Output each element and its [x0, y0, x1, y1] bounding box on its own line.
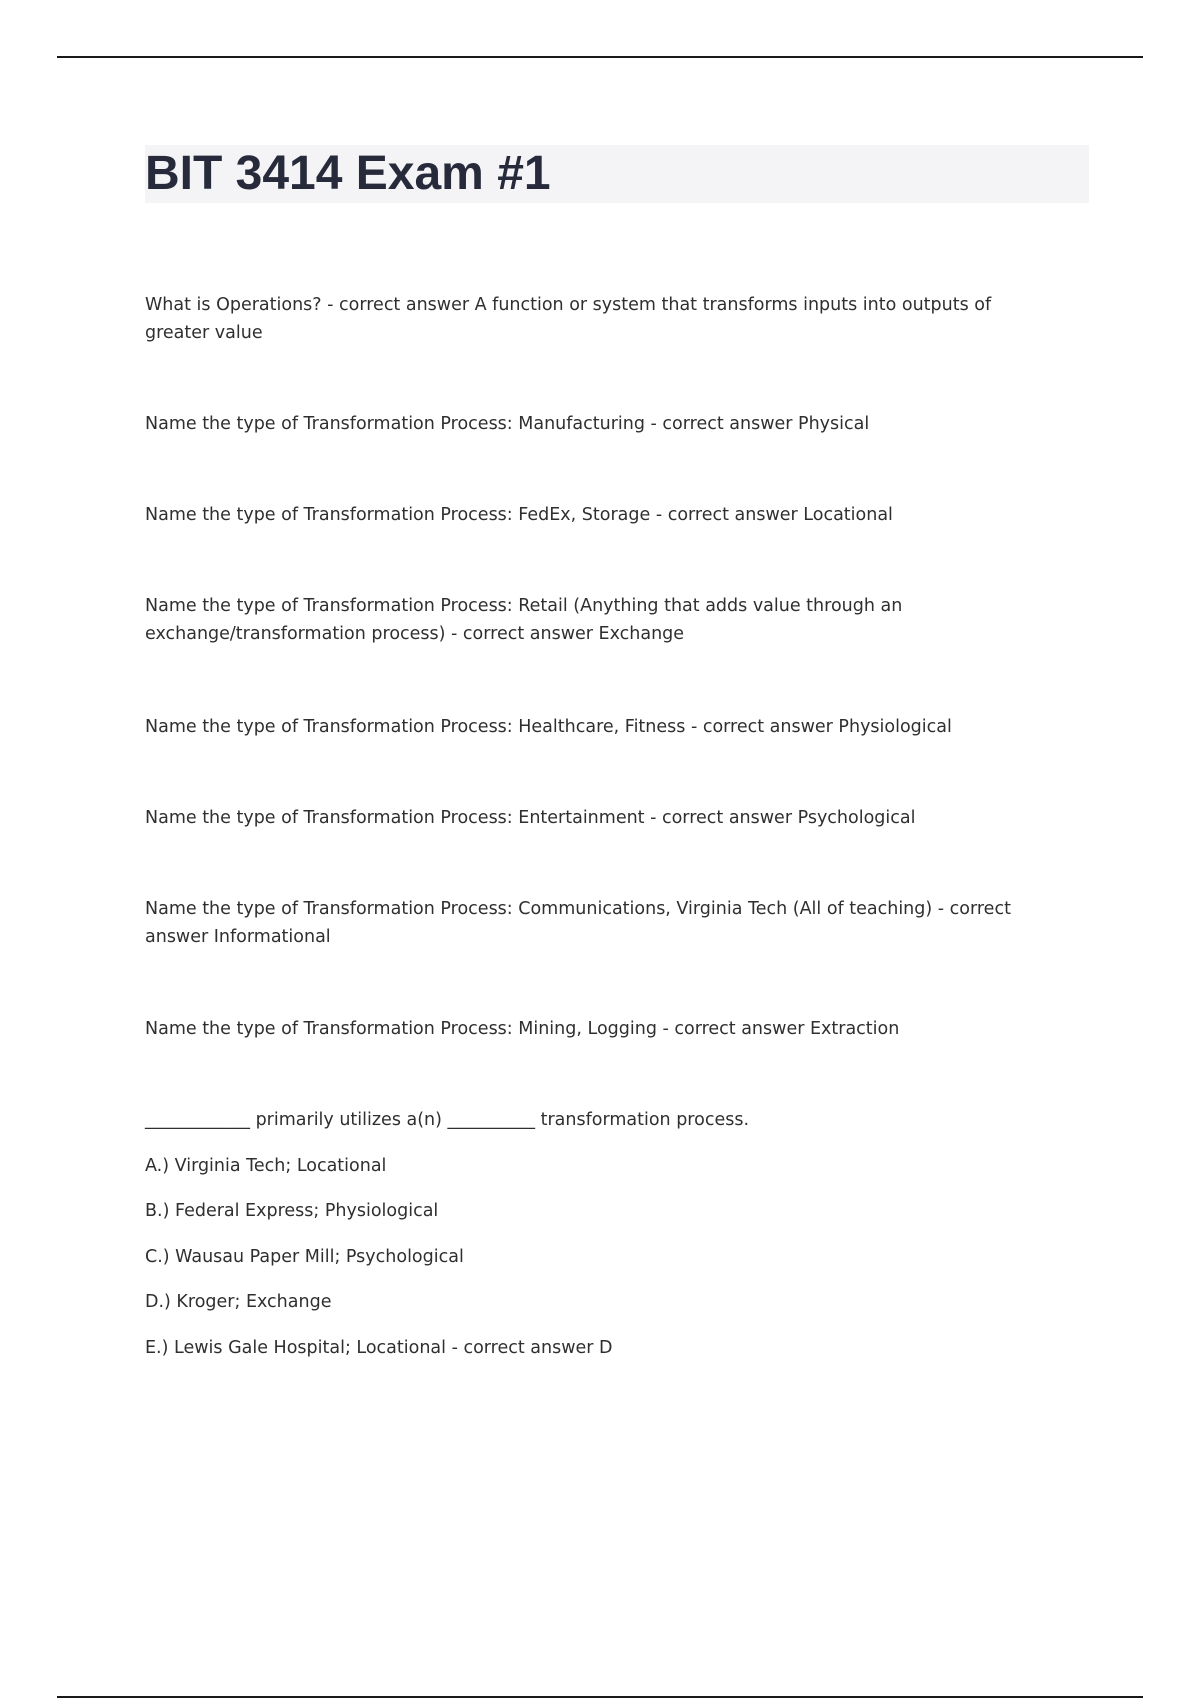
qa-item-operations: What is Operations? - correct answer A function or system that transforms inputs into outputs of greater value: [145, 295, 992, 343]
qa-item-communications: Name the type of Transformation Process: Communications, Virginia Tech (All of teaching) - correct answer Informational: [145, 899, 1011, 947]
mc-option-e: E.) Lewis Gale Hospital; Locational - correct answer D: [145, 1338, 613, 1358]
document-title: BIT 3414 Exam #1: [145, 147, 551, 200]
mc-option-a: A.) Virginia Tech; Locational: [145, 1156, 387, 1176]
qa-item-healthcare: Name the type of Transformation Process: Healthcare, Fitness - correct answer Physiological: [145, 717, 952, 737]
qa-item-fedex: Name the type of Transformation Process: FedEx, Storage - correct answer Locational: [145, 505, 893, 525]
mc-option-d: D.) Kroger; Exchange: [145, 1292, 332, 1312]
mc-question-stem: ____________ primarily utilizes a(n) __________ transformation process.: [145, 1110, 750, 1130]
qa-item-retail: Name the type of Transformation Process: Retail (Anything that adds value through an exchange/transformation process) - correct answer Exchange: [145, 596, 903, 644]
qa-item-manufacturing: Name the type of Transformation Process: Manufacturing - correct answer Physical: [145, 414, 870, 434]
top-divider: [57, 56, 1143, 58]
mc-option-c: C.) Wausau Paper Mill; Psychological: [145, 1247, 464, 1267]
qa-item-entertainment: Name the type of Transformation Process: Entertainment - correct answer Psychological: [145, 808, 916, 828]
qa-item-mining: Name the type of Transformation Process: Mining, Logging - correct answer Extraction: [145, 1019, 900, 1039]
mc-option-b: B.) Federal Express; Physiological: [145, 1201, 439, 1221]
bottom-divider: [57, 1696, 1143, 1698]
